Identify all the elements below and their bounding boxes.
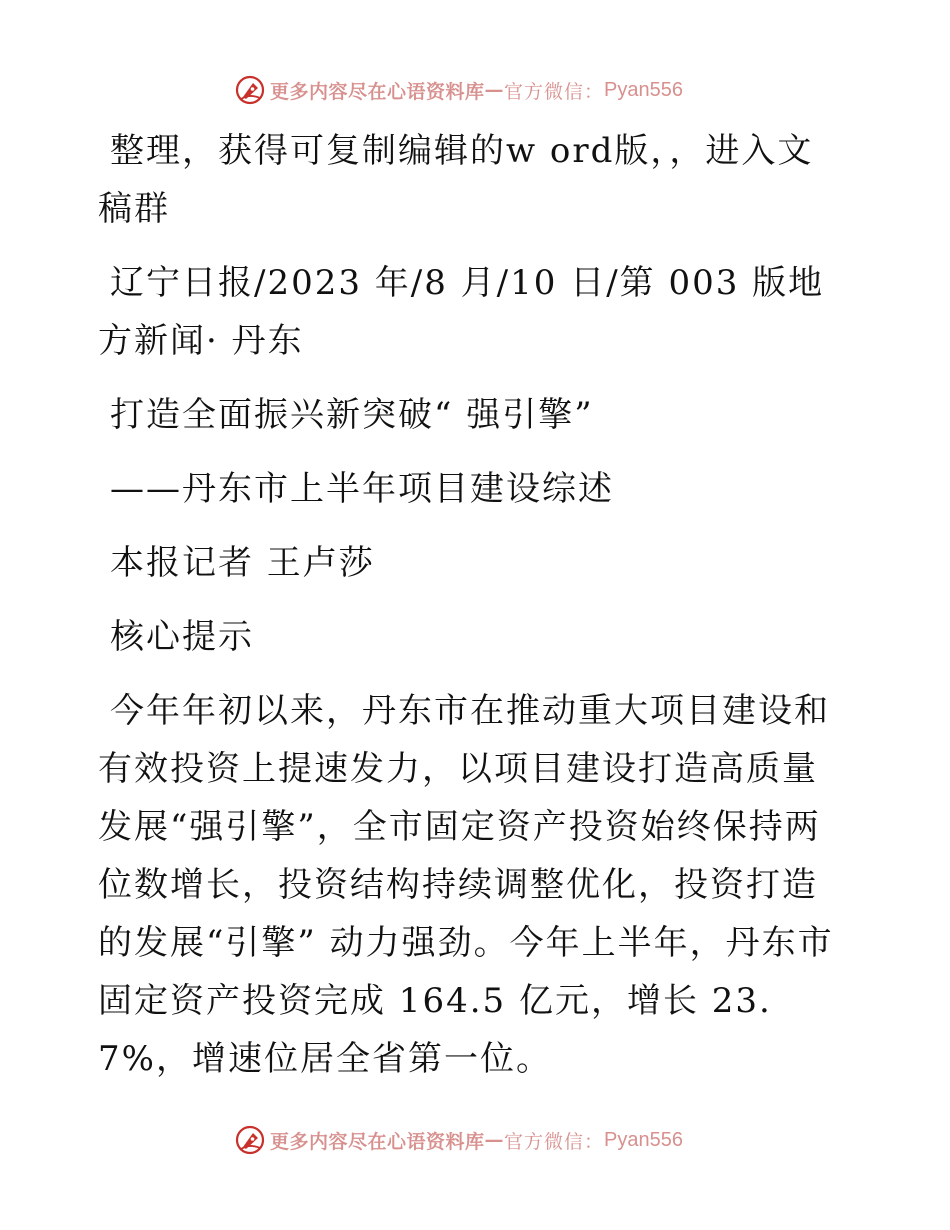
document-body bbox=[98, 122, 838, 1104]
body-paragraph: 今年年初以来，丹东市在推动重大项目建设和有效投资上提速发力，以项目建设打造高质量发展“强引擎”，全市固定资产投资始终保持两位数增长，投资结构持续调整优化，投资打造的发展“引擎” 动力强劲。今年上半年，丹东市固定资产投资完成 164.5 亿元，增长 23.7%，增速位居全省第一位。 bbox=[98, 691, 834, 1079]
banner-wechat-label: 官方微信： bbox=[504, 1130, 605, 1153]
source-line: 辽宁日报/2023 年/8 月/10 日/第 003 版地方新闻· 丹东 bbox=[98, 263, 825, 361]
pen-nib-logo-icon bbox=[234, 1124, 266, 1156]
header-banner bbox=[234, 72, 683, 108]
banner-main-text: 更多内容尽在心语资料库 bbox=[270, 80, 485, 103]
pen-nib-logo-icon bbox=[234, 74, 266, 106]
footer-banner bbox=[234, 1122, 683, 1158]
article-title: 打造全面振兴新突破“ 强引擎” bbox=[110, 395, 594, 435]
banner-wechat-id: Pyan556 bbox=[604, 1128, 683, 1151]
article-subtitle: ——丹东市上半年项目建设综述 bbox=[110, 469, 614, 509]
banner-dash: — bbox=[484, 1129, 505, 1151]
banner-wechat-label: 官方微信： bbox=[504, 80, 605, 103]
banner-wechat-id: Pyan556 bbox=[604, 78, 683, 101]
banner-dash: — bbox=[484, 79, 505, 101]
intro-paragraph: 整理，获得可复制编辑的w ord版，，进入文稿群 bbox=[98, 131, 814, 229]
banner-main-text: 更多内容尽在心语资料库 bbox=[270, 1130, 485, 1153]
core-tips-heading: 核心提示 bbox=[110, 617, 254, 657]
author-line: 本报记者 王卢莎 bbox=[110, 543, 375, 583]
